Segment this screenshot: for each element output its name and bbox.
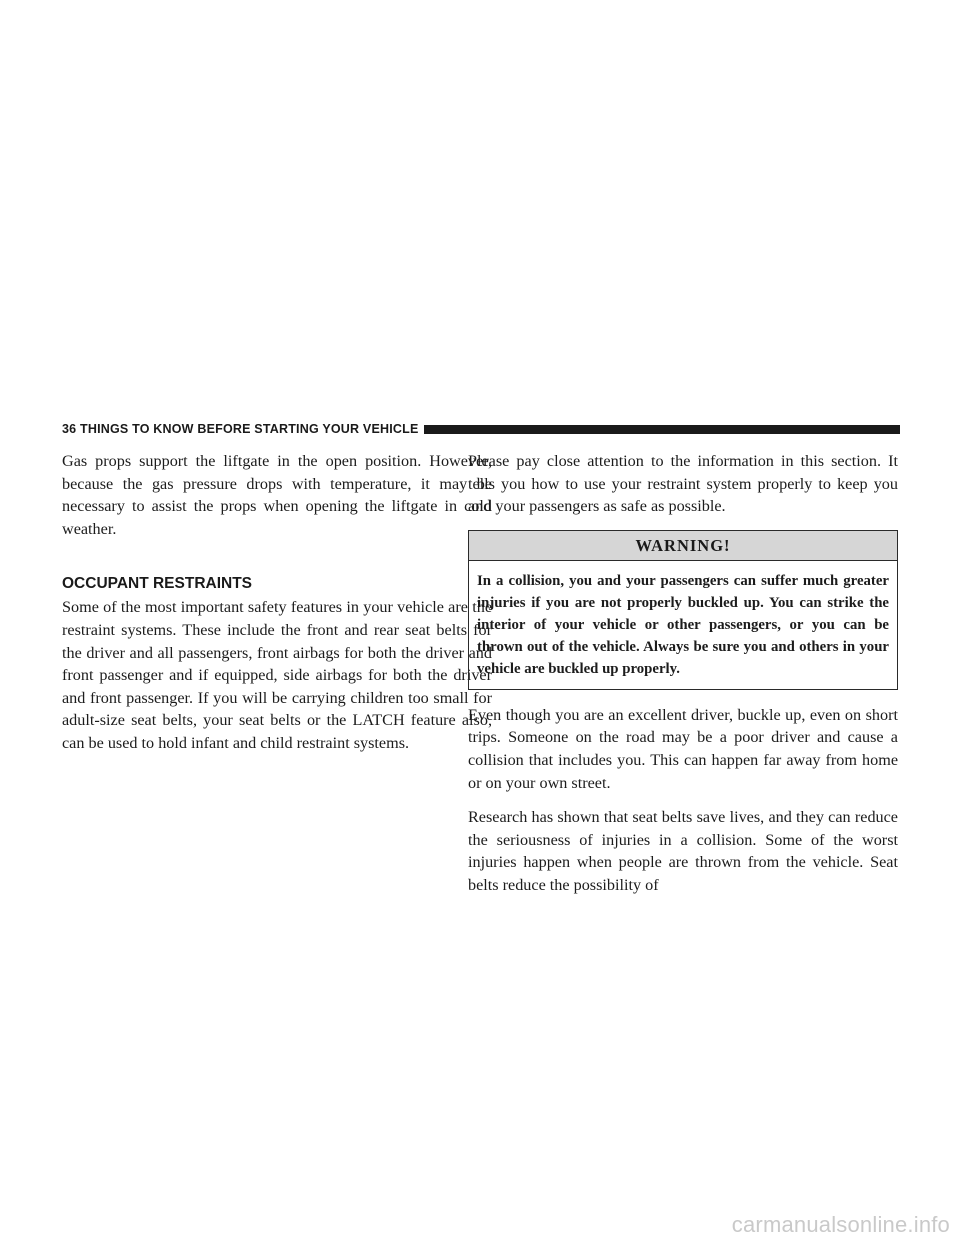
warning-body: In a collision, you and your passengers can suffer much greater injuries if you are not properly buckled up. You can strike the interior of your vehicle or other passengers, or you can be thrown out of the vehicle. Always be sure you and others in your vehicle are buckled up properly. — [477, 572, 889, 677]
header-label — [62, 422, 418, 436]
restraints-paragraph: Some of the most important safety features in your vehicle are the restraint systems. These include the front and rear seat belts for the driver and all passengers, front airbags for both the driver and front passenger and if equipped, side airbags for both the driver and front passenger. If you will be carrying children too small for adult-size seat belts, your seat belts or the LATCH feature also, can be used to hold infant and child restraint systems. — [62, 598, 492, 752]
research-paragraph: Research has shown that seat belts save lives, and they can reduce the seriousness of injuries in a collision. Some of the worst injuries happen when people are thrown from the vehicle. Seat belts reduce the possibility of — [468, 808, 898, 894]
warning-box — [468, 530, 898, 690]
buckle-up-paragraph: Even though you are an excellent driver, buckle up, even on short trips. Someone on the road may be a poor driver and cause a collision that includes you. This can happen far away from home or on your own street. — [468, 705, 898, 792]
cutoff-wrapper — [468, 806, 898, 894]
right-column — [468, 450, 898, 894]
liftgate-paragraph: Gas props support the liftgate in the open position. However, because the gas pressure drops with temperature, it may be necessary to assist the props when opening the liftgate in cold weather. — [62, 452, 492, 538]
running-title: THINGS TO KNOW BEFORE STARTING YOUR VEHICLE — [80, 422, 419, 436]
left-column — [62, 450, 492, 755]
watermark-text: carmanualsonline.info — [731, 1212, 950, 1237]
attention-paragraph: Please pay close attention to the information in this section. It tells you how to use your restraint system properly to keep you and your passengers as safe as possible. — [468, 452, 898, 516]
running-header — [62, 420, 900, 438]
header-rule — [424, 425, 900, 434]
section-heading: OCCUPANT RESTRAINTS — [62, 575, 253, 593]
page-number: 36 — [62, 422, 77, 436]
warning-title: WARNING! — [469, 531, 897, 561]
